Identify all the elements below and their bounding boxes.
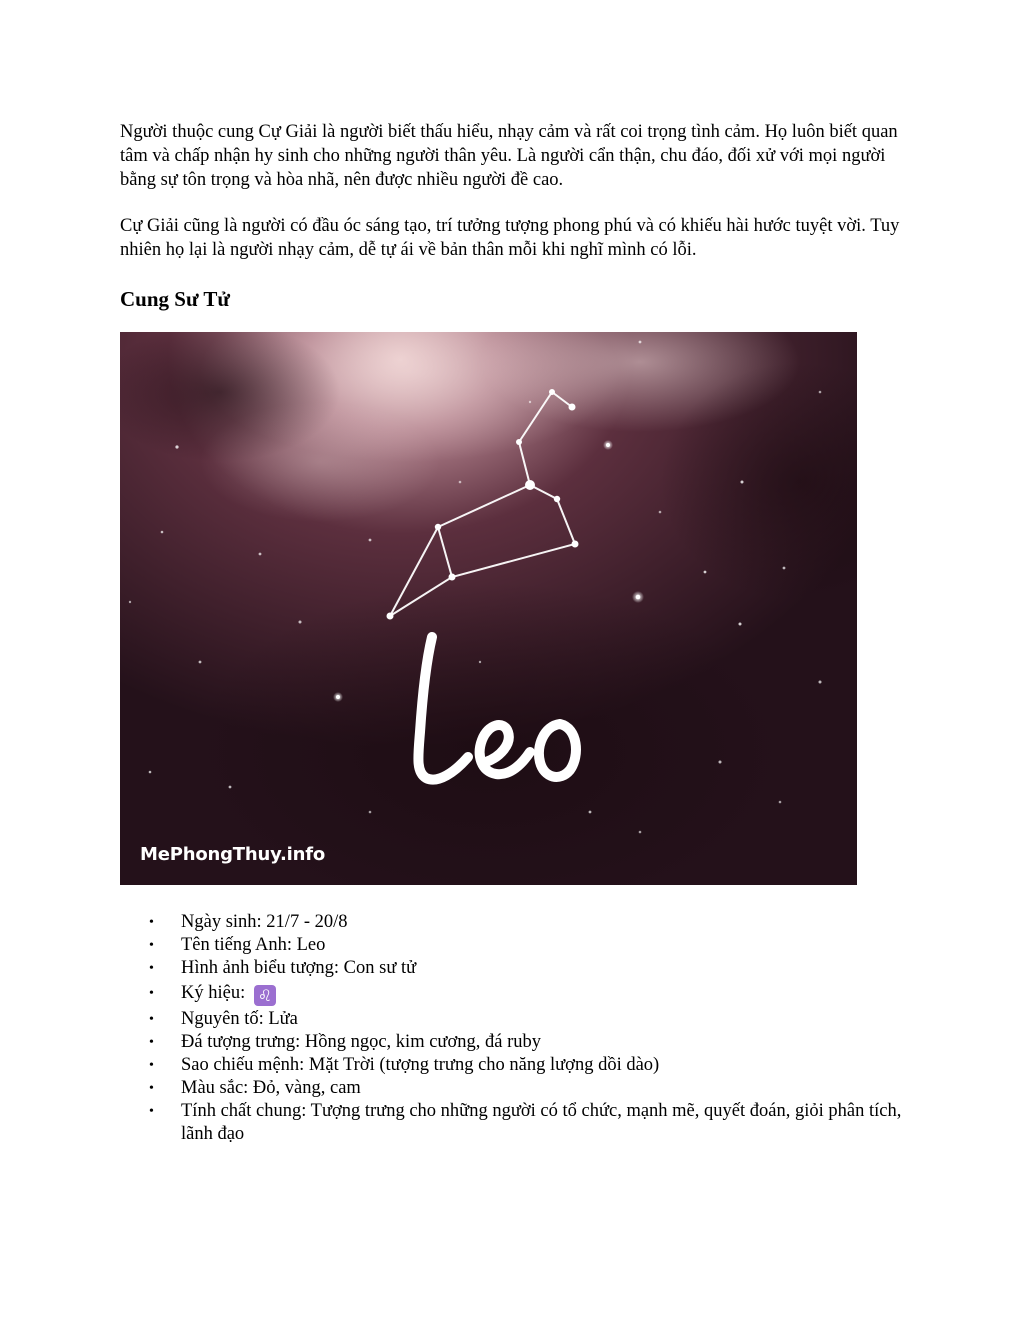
bullet: • (149, 1035, 154, 1050)
list-item (120, 911, 910, 934)
fact-english-name: Tên tiếng Anh: Leo (181, 935, 326, 955)
leo-sign-icon: ♌ (254, 985, 276, 1006)
list-item (120, 1008, 910, 1031)
bullet: • (149, 986, 154, 1001)
bullet: • (149, 1058, 154, 1073)
bullet: • (149, 1104, 154, 1119)
fact-gemstones: Đá tượng trưng: Hồng ngọc, kim cương, đá ruby (181, 1032, 541, 1052)
list-item (120, 934, 910, 957)
document-page (120, 120, 910, 1146)
bullet: • (149, 961, 154, 976)
bullet: • (149, 1012, 154, 1027)
fact-birth-date: Ngày sinh: 21/7 - 20/8 (181, 912, 348, 932)
bullet: • (149, 915, 154, 930)
fact-symbol-image: Hình ảnh biểu tượng: Con sư tử (181, 958, 417, 978)
list-item (120, 1077, 910, 1100)
fact-sign-label: Ký hiệu: (181, 983, 246, 1003)
leo-constellation-illustration (120, 332, 857, 885)
list-item (120, 1100, 910, 1146)
list-item (120, 1054, 910, 1077)
paragraph-cancer-creativity: Cự Giải cũng là người có đầu óc sáng tạo, trí tưởng tượng phong phú và có khiếu hài hước tuyệt vời. Tuy nhiên họ lại là người nhạy cảm, dễ tự ái về bản thân mỗi khi nghĩ mình có lỗi. (120, 216, 900, 260)
list-item (120, 957, 910, 980)
image-watermark: MePhongThuy.info (140, 844, 326, 865)
facts-list (120, 911, 910, 1146)
list-item (120, 1031, 910, 1054)
paragraph-cancer-traits: Người thuộc cung Cự Giải là người biết thấu hiểu, nhạy cảm và rất coi trọng tình cảm. Họ luôn biết quan tâm và chấp nhận hy sinh cho những người thân yêu. Là người cẩn thận, chu đáo, đối xử với mọi người bằng sự tôn trọng và hòa nhã, nên được nhiều người đề cao. (120, 122, 898, 190)
bullet: • (149, 1081, 154, 1096)
fact-ruling-planet: Sao chiếu mệnh: Mặt Trời (tượng trưng cho năng lượng dồi dào) (181, 1055, 660, 1075)
leo-constellation-image (120, 332, 857, 885)
fact-colors: Màu sắc: Đỏ, vàng, cam (181, 1078, 361, 1098)
bullet: • (149, 938, 154, 953)
fact-element: Nguyên tố: Lửa (181, 1009, 298, 1029)
list-item (120, 982, 910, 1006)
fact-characteristics: Tính chất chung: Tượng trưng cho những người có tổ chức, mạnh mẽ, quyết đoán, giỏi phân tích, lãnh đạo (181, 1101, 902, 1144)
section-title: Cung Sư Tử (120, 287, 231, 311)
